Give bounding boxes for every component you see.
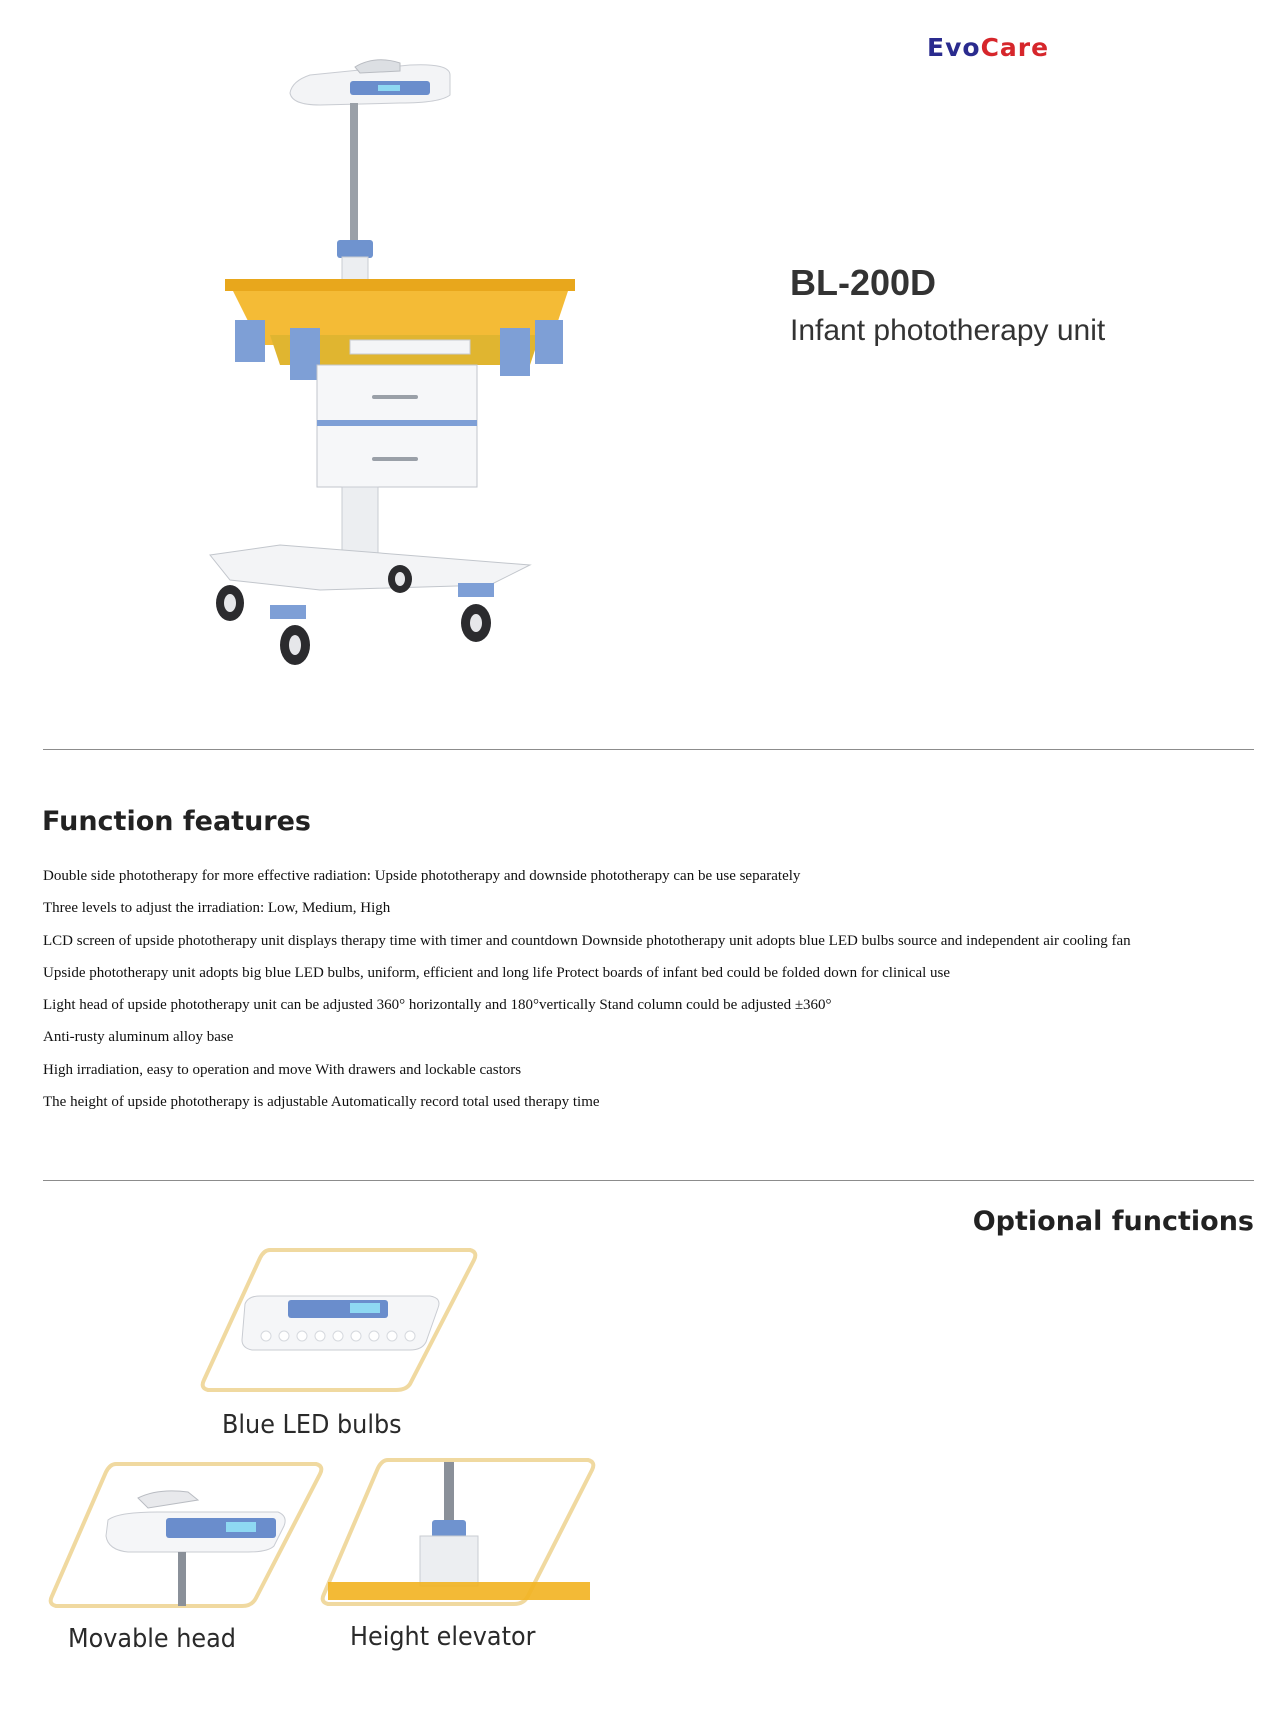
product-name: Infant phototherapy unit bbox=[790, 314, 1106, 347]
feature-item: Double side phototherapy for more effective radiation: Upside phototherapy and downside phototherapy can be use separately bbox=[43, 868, 801, 884]
option-height-elevator bbox=[320, 1456, 598, 1608]
option-label-blue-led-bulbs: Blue LED bulbs bbox=[222, 1410, 402, 1440]
section-divider bbox=[43, 1180, 1254, 1181]
feature-item: LCD screen of upside phototherapy unit displays therapy time with timer and countdown Downside phototherapy unit adopts blue LED bulbs source and independent air cooling fan bbox=[43, 932, 1131, 949]
feature-item: Upside phototherapy unit adopts big blue LED bulbs, uniform, efficient and long life Protect boards of infant bed could be folded down for clinical use bbox=[43, 964, 951, 981]
movable-head-image bbox=[48, 1460, 326, 1610]
option-label-height-elevator: Height elevator bbox=[350, 1622, 536, 1652]
option-label-movable-head: Movable head bbox=[68, 1624, 236, 1654]
feature-item: The height of upside phototherapy is adjustable Automatically record total used therapy time bbox=[43, 1094, 600, 1111]
brand-logo-part1: Evo bbox=[927, 33, 981, 62]
height-elevator-image bbox=[320, 1456, 598, 1608]
product-model: BL-200D bbox=[790, 262, 937, 303]
section-divider bbox=[43, 749, 1254, 750]
optional-functions-title: Optional functions bbox=[972, 1206, 1254, 1237]
feature-item: Light head of upside phototherapy unit can be adjusted 360° horizontally and 180°vertically Stand column could be adjusted ±360° bbox=[43, 997, 832, 1014]
feature-item: Anti-rusty aluminum alloy base bbox=[43, 1029, 234, 1046]
brand-logo bbox=[927, 33, 1049, 62]
features-list bbox=[43, 867, 1131, 1125]
product-image bbox=[200, 45, 600, 685]
brand-logo-part2: Care bbox=[980, 33, 1050, 62]
feature-item: High irradiation, easy to operation and move With drawers and lockable castors bbox=[43, 1061, 522, 1078]
blue-led-bulbs-image bbox=[200, 1244, 480, 1394]
option-movable-head bbox=[48, 1460, 326, 1610]
option-blue-led-bulbs bbox=[200, 1244, 480, 1394]
feature-item: Three levels to adjust the irradiation: Low, Medium, High bbox=[43, 900, 391, 917]
function-features-title: Function features bbox=[42, 806, 311, 837]
